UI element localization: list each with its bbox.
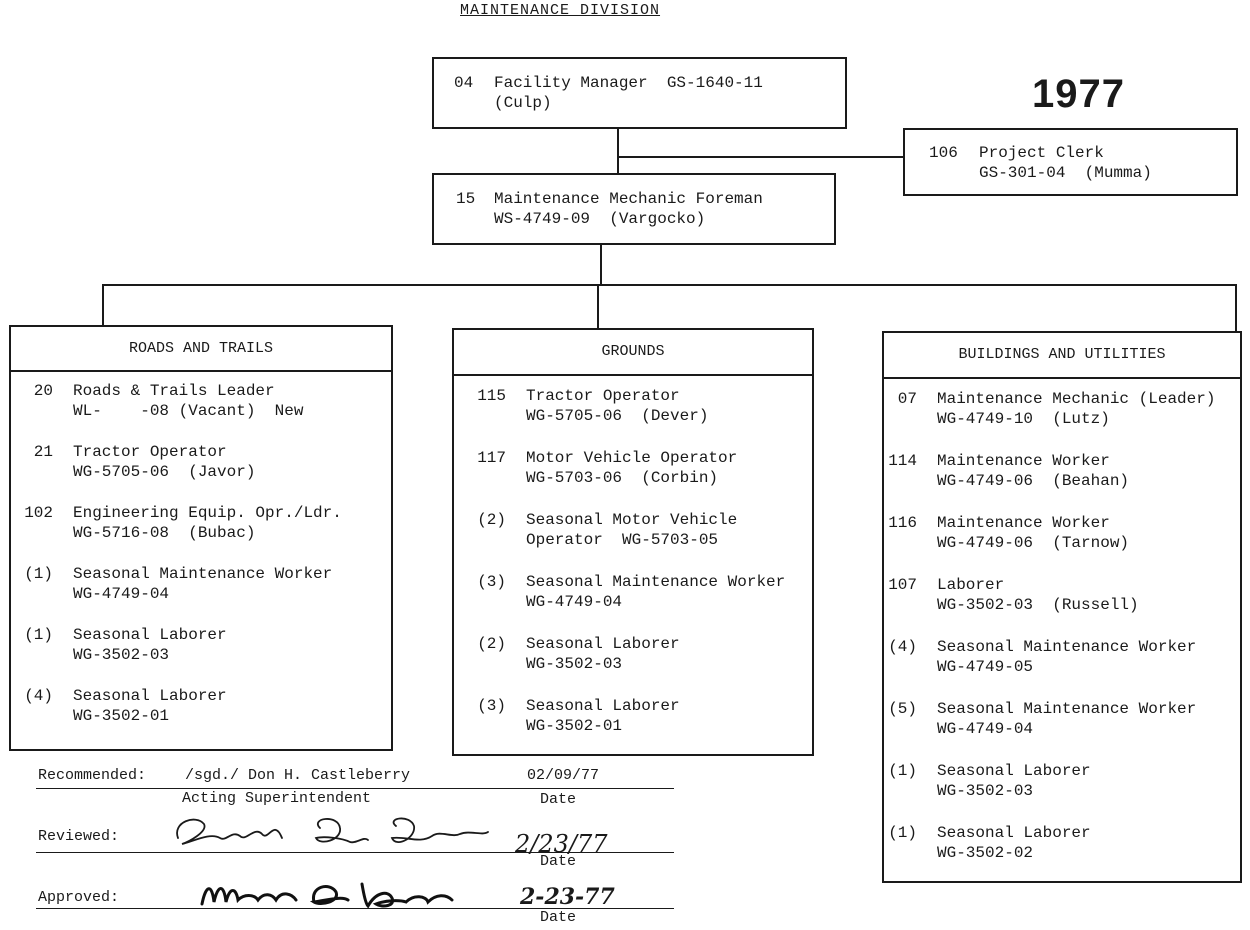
- position-title: Seasonal Laborer: [937, 824, 1091, 842]
- connector-line: [102, 284, 1236, 286]
- recommended-label: Recommended:: [38, 767, 147, 784]
- position-number: 106: [929, 144, 958, 162]
- position-entry: [884, 389, 1240, 433]
- position-title: Seasonal Maintenance Worker: [937, 638, 1197, 656]
- position-grade: WG-3502-03 (Russell): [937, 596, 1139, 614]
- position-title: Seasonal Laborer: [73, 687, 227, 705]
- recommended-signer: /sgd./ Don H. Castleberry: [185, 767, 411, 784]
- position-entry: [11, 503, 391, 547]
- position-title: Tractor Operator: [73, 443, 227, 461]
- connector-line: [617, 156, 904, 158]
- connector-line: [597, 284, 599, 329]
- position-title: Roads & Trails Leader: [73, 382, 275, 400]
- position-entry: [884, 761, 1240, 805]
- position-number: (4): [24, 687, 53, 705]
- connector-line: [617, 129, 619, 173]
- position-title: Seasonal Laborer: [73, 626, 227, 644]
- position-grade: WG-5716-08 (Bubac): [73, 524, 256, 542]
- position-entry: [884, 575, 1240, 619]
- buildings-and-utilities-column: [882, 331, 1242, 883]
- recommended-date: 02/09/77: [527, 767, 600, 784]
- column-title: GROUNDS: [601, 343, 665, 360]
- position-title: Project Clerk: [979, 144, 1104, 162]
- position-entry: [454, 386, 812, 430]
- position-grade: WG-4749-06 (Beahan): [937, 472, 1130, 490]
- position-number: (2): [477, 635, 506, 653]
- divider: [454, 374, 812, 376]
- position-grade: WG-3502-03: [73, 646, 170, 664]
- position-entry: [454, 696, 812, 740]
- approved-signature: [196, 876, 466, 912]
- position-entry: [884, 823, 1240, 867]
- position-number: (1): [888, 824, 917, 842]
- position-number: (2): [477, 511, 506, 529]
- position-title: Seasonal Maintenance Worker: [73, 565, 333, 583]
- position-title: Seasonal Maintenance Worker: [526, 573, 786, 591]
- position-grade: WG-4749-05: [937, 658, 1034, 676]
- project-clerk-box: [903, 128, 1238, 196]
- position-grade: WG-4749-04: [937, 720, 1034, 738]
- column-title: BUILDINGS AND UTILITIES: [958, 346, 1166, 363]
- position-entry: [884, 451, 1240, 495]
- position-entry: [11, 625, 391, 669]
- position-number: (3): [477, 573, 506, 591]
- roads-and-trails-column: [9, 325, 393, 751]
- position-number: 15: [456, 190, 476, 208]
- position-title: Maintenance Mechanic (Leader): [937, 390, 1216, 408]
- foreman-box: [432, 173, 836, 245]
- connector-line: [102, 284, 104, 326]
- position-title: Maintenance Worker: [937, 514, 1110, 532]
- position-number: 20: [33, 382, 53, 400]
- position-title: Seasonal Motor Vehicle: [526, 511, 738, 529]
- position-grade: WG-3502-03: [526, 655, 623, 673]
- position-grade: WG-3502-02: [937, 844, 1034, 862]
- position-title: Seasonal Laborer: [937, 762, 1091, 780]
- position-number: (3): [477, 697, 506, 715]
- position-number: 102: [24, 504, 53, 522]
- facility-manager-box: [432, 57, 847, 129]
- position-entry: [11, 686, 391, 730]
- position-grade: WG-5705-06 (Javor): [73, 463, 256, 481]
- position-number: 07: [897, 390, 917, 408]
- position-entry: [884, 699, 1240, 743]
- position-number: 04: [454, 74, 474, 92]
- position-grade: WG-4749-06 (Tarnow): [937, 534, 1130, 552]
- position-grade: Operator WG-5703-05: [526, 531, 719, 549]
- position-title: Seasonal Maintenance Worker: [937, 700, 1197, 718]
- reviewed-signature: [170, 808, 500, 856]
- position-grade: WG-4749-04: [526, 593, 623, 611]
- column-title: ROADS AND TRAILS: [128, 340, 274, 357]
- position-entry: [884, 513, 1240, 557]
- recommended-title: Acting Superintendent: [182, 790, 372, 807]
- position-number: 115: [477, 387, 506, 405]
- position-title: Seasonal Laborer: [526, 635, 680, 653]
- position-title: Engineering Equip. Opr./Ldr.: [73, 504, 342, 522]
- date-caption: Date: [540, 853, 577, 870]
- position-grade: WG-4749-10 (Lutz): [937, 410, 1110, 428]
- grounds-column: [452, 328, 814, 756]
- division-title: MAINTENANCE DIVISION: [460, 2, 661, 19]
- reviewed-label: Reviewed:: [38, 828, 120, 845]
- position-title: Tractor Operator: [526, 387, 680, 405]
- connector-line: [1235, 284, 1237, 332]
- approved-label: Approved:: [38, 889, 120, 906]
- signature-line: [36, 852, 674, 853]
- position-entry: [11, 564, 391, 608]
- position-number: 107: [888, 576, 917, 594]
- year-label: 1977: [1032, 72, 1125, 116]
- position-grade: WG-3502-03: [937, 782, 1034, 800]
- position-number: (1): [888, 762, 917, 780]
- position-title: Seasonal Laborer: [526, 697, 680, 715]
- position-entry: [11, 381, 391, 425]
- position-grade: WG-3502-01: [73, 707, 170, 725]
- position-title: Maintenance Mechanic Foreman: [494, 190, 763, 208]
- position-grade: WG-5703-06 (Corbin): [526, 469, 719, 487]
- position-number: (1): [24, 565, 53, 583]
- position-entry: [454, 510, 812, 554]
- divider: [884, 377, 1240, 379]
- position-title: Maintenance Worker: [937, 452, 1110, 470]
- position-grade: WS-4749-09 (Vargocko): [494, 210, 706, 228]
- position-entry: [454, 572, 812, 616]
- reviewed-date: 2/23/77: [515, 830, 608, 858]
- position-title: Motor Vehicle Operator: [526, 449, 738, 467]
- incumbent-name: (Culp): [494, 94, 552, 112]
- position-entry: [11, 442, 391, 486]
- position-number: 21: [33, 443, 53, 461]
- position-entry: [454, 634, 812, 678]
- position-number: 114: [888, 452, 917, 470]
- position-entry: [884, 637, 1240, 681]
- approved-date: 2-23-77: [520, 884, 615, 910]
- position-number: (5): [888, 700, 917, 718]
- position-number: (4): [888, 638, 917, 656]
- signature-line: [36, 788, 674, 789]
- position-grade: WG-3502-01: [526, 717, 623, 735]
- position-number: 116: [888, 514, 917, 532]
- position-entry: [454, 448, 812, 492]
- position-number: 117: [477, 449, 506, 467]
- divider: [11, 370, 391, 372]
- position-title: Facility Manager GS-1640-11: [494, 74, 763, 92]
- date-caption: Date: [540, 909, 577, 926]
- position-grade: WG-4749-04: [73, 585, 170, 603]
- position-title: Laborer: [937, 576, 1005, 594]
- position-number: (1): [24, 626, 53, 644]
- date-caption: Date: [540, 791, 577, 808]
- position-grade: WL- -08 (Vacant) New: [73, 402, 304, 420]
- signature-line: [36, 908, 674, 909]
- connector-line: [600, 245, 602, 285]
- position-grade: WG-5705-06 (Dever): [526, 407, 709, 425]
- position-grade: GS-301-04 (Mumma): [979, 164, 1152, 182]
